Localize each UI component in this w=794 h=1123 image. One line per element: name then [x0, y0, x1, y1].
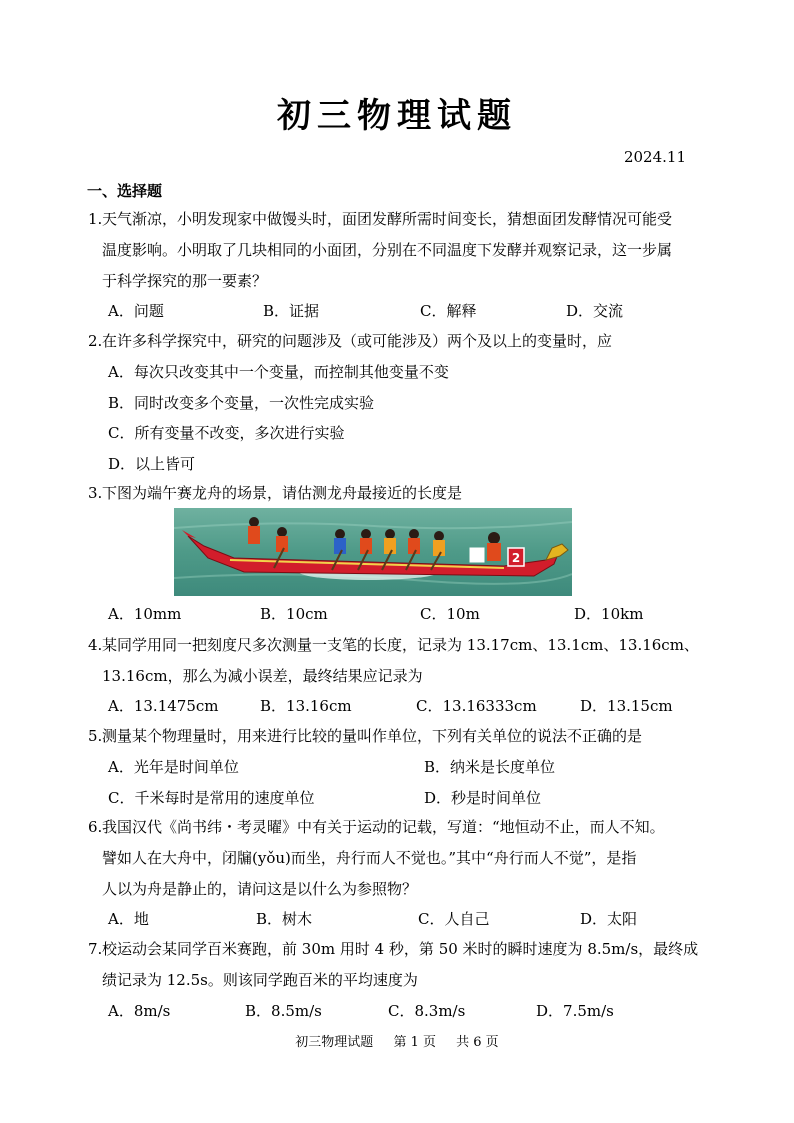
section-heading: 一、选择题 — [87, 182, 163, 200]
question-7-options — [108, 999, 728, 1023]
question-5-options-row2 — [108, 786, 728, 810]
question-text: 校运动会某同学百米赛跑，前 30m 用时 4 秒，第 50 米时的瞬时速度为 8.5m/s，最终成 — [102, 940, 699, 958]
option-d[interactable]: D．7.5m/s — [536, 1002, 614, 1020]
exam-date: 2024.11 — [623, 148, 686, 166]
question-text: 绩记录为 12.5s。则该同学跑百米的平均速度为 — [102, 971, 418, 989]
question-number: 3. — [88, 484, 103, 502]
option-c[interactable]: C．解释 — [420, 302, 477, 320]
page-footer — [0, 1031, 794, 1050]
option-b[interactable]: B．8.5m/s — [245, 1002, 322, 1020]
option-a[interactable]: A．10mm — [108, 605, 182, 623]
option-a[interactable]: A．地 — [108, 910, 149, 928]
option-c[interactable]: C．13.16333cm — [416, 697, 537, 715]
question-1 — [88, 204, 718, 297]
option-c[interactable]: C．所有变量不改变，多次进行实验 — [108, 424, 345, 442]
option-d[interactable]: D．秒是时间单位 — [424, 789, 542, 807]
option-d[interactable]: D．13.15cm — [580, 697, 673, 715]
question-number: 4. — [88, 636, 103, 654]
footer-total-pages: 共 6 页 — [456, 1035, 499, 1050]
question-4-options — [108, 694, 728, 718]
option-c[interactable]: C．10m — [420, 605, 480, 623]
option-c[interactable]: C．千米每时是常用的速度单位 — [108, 789, 315, 807]
option-d[interactable]: D．交流 — [566, 302, 624, 320]
footer-exam-name: 初三物理试题 — [295, 1035, 374, 1050]
question-number: 2. — [88, 332, 103, 350]
option-a[interactable]: A．13.1475cm — [108, 697, 219, 715]
option-b[interactable]: B．同时改变多个变量，一次性完成实验 — [108, 394, 375, 412]
page-title: 初三物理试题 — [277, 96, 517, 136]
question-text: 测量某个物理量时，用来进行比较的量叫作单位，下列有关单位的说法不正确的是 — [102, 727, 643, 745]
question-text: 在许多科学探究中，研究的问题涉及（或可能涉及）两个及以上的变量时，应 — [102, 332, 613, 350]
option-b[interactable]: B．证据 — [263, 302, 320, 320]
question-text: 我国汉代《尚书纬・考灵曜》中有关于运动的记载，写道：“地恒动不止，而人不知。 — [102, 818, 665, 836]
option-a[interactable]: A．每次只改变其中一个变量，而控制其他变量不变 — [108, 363, 449, 381]
option-a[interactable]: A．光年是时间单位 — [108, 758, 239, 776]
question-5-options-row1 — [108, 755, 728, 779]
dragon-boat-photo — [174, 508, 572, 596]
option-a[interactable]: A．问题 — [108, 302, 164, 320]
question-text: 13.16cm，那么为减小误差，最终结果应记录为 — [102, 667, 423, 685]
drum — [470, 548, 484, 562]
question-3 — [88, 478, 718, 509]
option-a[interactable]: A．8m/s — [108, 1002, 171, 1020]
option-c[interactable]: C．8.3m/s — [388, 1002, 466, 1020]
option-b[interactable]: B．10cm — [260, 605, 328, 623]
footer-page-number: 第 1 页 — [393, 1035, 436, 1050]
question-text: 于科学探究的那一要素？ — [102, 272, 268, 290]
question-text: 某同学用同一把刻度尺多次测量一支笔的长度，记录为 13.17cm、13.1cm、13.16cm、 — [102, 636, 699, 654]
question-text: 下图为端午赛龙舟的场景，请估测龙舟最接近的长度是 — [102, 484, 463, 502]
question-text: 譬如人在大舟中，闭牖(yǒu)而坐，舟行而人不觉也。”其中“舟行而人不觉”，是指 — [102, 849, 637, 867]
question-text: 人以为舟是静止的，请问这是以什么为参照物？ — [102, 880, 418, 898]
question-number: 7. — [88, 940, 103, 958]
question-number: 1. — [88, 210, 103, 228]
question-number: 5. — [88, 727, 103, 745]
option-b[interactable]: B．13.16cm — [260, 697, 352, 715]
question-3-options — [108, 602, 728, 626]
question-7 — [88, 934, 718, 996]
question-6 — [88, 812, 718, 905]
option-c[interactable]: C．人自己 — [418, 910, 490, 928]
option-b[interactable]: B．纳米是长度单位 — [424, 758, 556, 776]
question-text: 天气渐凉，小明发现家中做馒头时，面团发酵所需时间变长，猜想面团发酵情况可能受 — [102, 210, 673, 228]
question-6-options — [108, 907, 728, 931]
question-4 — [88, 630, 718, 692]
question-text: 温度影响。小明取了几块相同的小面团，分别在不同温度下发酵并观察记录，这一步属 — [102, 241, 673, 259]
boat-number: 2 — [511, 551, 521, 565]
option-d[interactable]: D．以上皆可 — [108, 455, 196, 473]
option-d[interactable]: D．太阳 — [580, 910, 638, 928]
question-number: 6. — [88, 818, 103, 836]
option-b[interactable]: B．树木 — [256, 910, 313, 928]
question-5 — [88, 721, 718, 752]
option-d[interactable]: D．10km — [574, 605, 644, 623]
question-1-options — [108, 299, 728, 323]
question-2 — [88, 326, 718, 357]
